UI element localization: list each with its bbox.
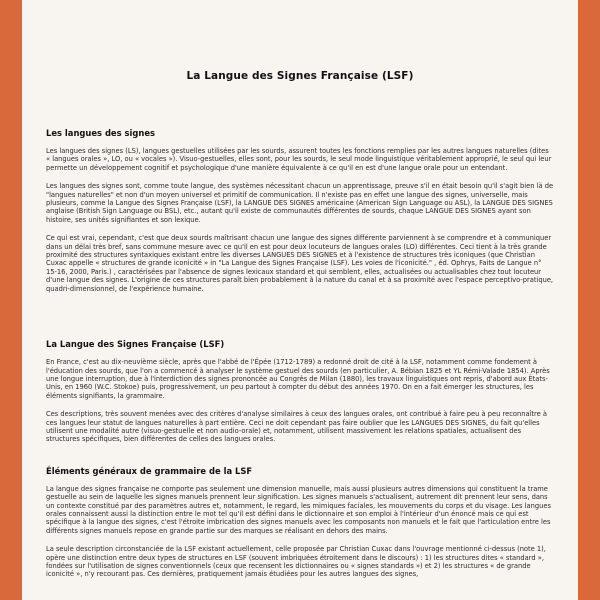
section-heading: Éléments généraux de grammaire de la LSF <box>46 465 253 476</box>
paragraph: Les langues des signes (LS), langues gestuelles utilisées par les sourds, assurent toutes les fonctions remplies par les autres langues naturelles (dites « langues orales », LO, ou « vocales »). Visuo-gestuelles, elles sont, pour les sourds, le seul mode linguistique véritablement approprié, le seul qui leur permette un développement cognitif et psychologique d'une manière équivalente à ce qu'il en est d'une langue orale pour un entendant. <box>46 147 552 172</box>
section-grammaire <box>46 466 554 579</box>
section-heading: La Langue des Signes Française (LSF) <box>46 339 225 350</box>
paragraph: La seule description circonstanciée de la LSF existant actuellement, celle proposée par Christian Cuxac dans l'ouvrage mentionné ci-dessus (note 1), opère une distinction entre deux types de structures en LSF (souvent imbriquées étroitement dans le discours) : 1) les structures dites « standard », fondées sur l'utilisation de signes conventionnels (ceux que recensent les dictionnaires ou « signes standards ») et 2) les structures « de grande iconicité », n'y recourant pas. Ces dernières, pratiquement jamais étudiées pour les autres langues des signes, <box>46 545 546 579</box>
paragraph: Les langues des signes sont, comme toute langue, des systèmes nécessitant chacun un apprentissage, preuve s'il en était besoin qu'il s'agit bien là de "langues naturelles" et non d'un moyen universel et primitif de communication. Il n'existe pas en effet une langue des signes, universelle, mais plusieurs, comme la Langue des Signes Française (LSF), la LANGUE DES SIGNES américaine (American Sign Language ou ASL), la LANGUE DES SIGNES anglaise (British Sign Language ou BSL), etc., autant qu'il existe de communautés différentes de sourds, chaque LANGUE DES SIGNES ayant son histoire, ses unités signifiantes et son lexique. <box>46 182 554 224</box>
paragraph: En France, c'est au dix-neuvième siècle, après que l'abbé de l'Épée (1712-1789) a redonné droit de cité à la LSF, notamment comme fondement à l'éducation des sourds, que l'on a commencé à analyser le système gestuel des sourds (en particulier, A. Bébian 1825 et YL Rémi-Valade 1854). Après une longue interruption, due à l'interdiction des signes prononcée au Congrès de Milan (1880), les travaux linguistiques ont repris, d'abord aux États-Unis, en 1960 (W.C. Stokoe) puis, progressivement, un peu partout à compter du début des années 1970. On en a fait émerger les structures, les éléments signifiants, la grammaire. <box>46 358 550 400</box>
paragraph: Ces descriptions, très souvent menées avec des critères d'analyse similaires à ceux des langues orales, ont contribué à faire peu à peu reconnaître à ces langues leur statut de langues naturelles à part entière. Ceci ne doit cependant pas faire oublier que les LANGUES DES SIGNES, du fait qu'elles utilisent une modalité autre (visuo-gestuelle et non audio-orale) et, notamment, utilisent massivement les relations spatiales, actualisent des structures spécifiques, bien différentes de celles des langues orales. <box>46 410 547 444</box>
section-lsf <box>46 339 554 444</box>
page-title: La Langue des Signes Française (LSF) <box>186 70 414 82</box>
section-langues-des-signes <box>46 128 554 293</box>
section-heading: Les langues des signes <box>46 128 155 138</box>
paragraph: La langue des signes française ne comporte pas seulement une dimension manuelle, mais aussi plusieurs autres dimensions qui constituent la trame gestuelle au sein de laquelle les signes manuels prennent leur signification. Les signes manuels s'actualisent, autrement dit prennent leur sens, dans un contexte constitué par des paramètres autres et, notamment, le regard, les mimiques faciales, les mouvements du corps et du visage. Les langues orales connaissent aussi la distinction entre le mot tel qu'il est défini dans le dictionnaire et son emploi à l'intérieur d'un énoncé mais ce qui est spécifique à la langue des signes, c'est l'étroite imbrication des signes manuels avec les composants non manuels et le fait que l'articulation entre les différents signes manuels repose en grande partie sur des marques se réalisant en dehors des mains. <box>46 484 551 535</box>
document-page <box>22 0 578 600</box>
paragraph: Ce qui est vrai, cependant, c'est que deux sourds maîtrisant chacun une langue des signes différente parviennent à se comprendre et à communiquer dans un délai très bref, sans commune mesure avec ce qu'il en est pour deux locuteurs de langues orales (LO) différentes. Ceci tient à la très grande proximité des structures syntaxiques existant entre les diverses LANGUES DES SIGNES et à l'existence de structures très iconiques (que Christian Cuxac appelle « structures de grande iconicité » in "La Langue des Signes Française (LSF). Les voies de l'iconicité." , éd. Ophrys, Faits de Langue n° 15-16, 2000, Paris.) , caractérisées par l'absence de signes lexicaux standard et qui semblent, elles, actualisées ou actualisables chez tout locuteur d'une langue des signes. L'origine de ces structures paraît bien probablement à la nature du canal et à sa proximité avec l'espace perceptivo-pratique, quadri-dimensionnel, de l'expérience humaine. <box>46 234 554 293</box>
